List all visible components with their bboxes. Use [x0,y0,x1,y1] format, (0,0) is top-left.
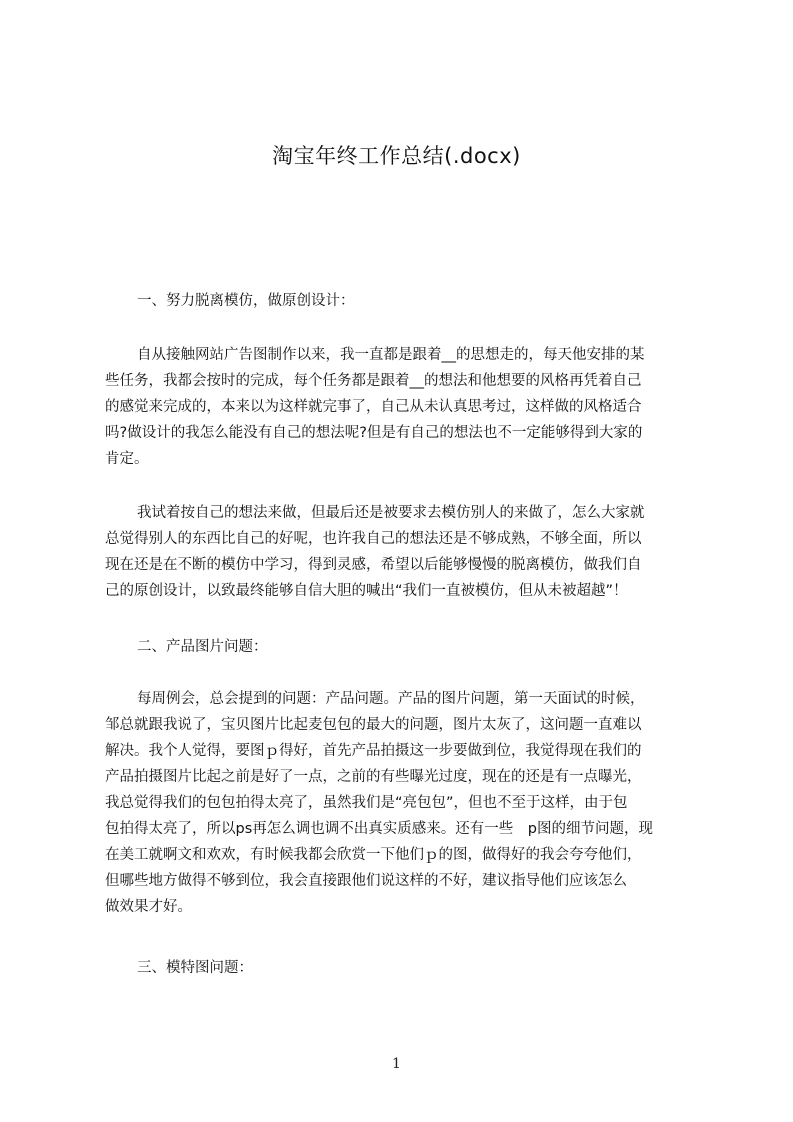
paragraph-line: 在美工就啊文和欢欢，有时候我都会欣赏一下他们ｐ的图，做得好的我会夸夸他们， [105,847,642,863]
section-heading-3: 三、模特图问题： [137,960,253,976]
paragraph-line: 但哪些地方做得不够到位，我会直接跟他们说这样的不好，建议指导他们应该怎么 [105,873,627,889]
page-number: 1 [392,1056,401,1072]
paragraph-line: 做效果才好。 [105,899,192,915]
paragraph-line: 解决。我个人觉得，要图ｐ得好，首先产品拍摄这一步要做到位，我觉得现在我们的 [105,743,642,759]
paragraph-1 [105,342,700,472]
paragraph-line: 些任务，我都会按时的完成，每个任务都是跟着__的想法和他想要的风格再凭着自己 [105,373,642,389]
paragraph-2 [105,500,700,604]
paragraph-line: 包拍得太亮了，所以ps再怎么调也调不出真实质感来。还有一些 p图的细节问题，现 [105,821,653,837]
paragraph-line: 每周例会，总会提到的问题：产品问题。产品的图片问题，第一天面试的时候， [137,691,645,707]
document-title: 淘宝年终工作总结(.docx) [272,144,521,168]
paragraph-line: 自从接触网站广告图制作以来，我一直都是跟着__的思想走的，每天他安排的某 [137,347,645,363]
paragraph-line: 肯定。 [105,451,149,467]
paragraph-3 [105,686,700,920]
paragraph-line: 我试着按自己的想法来做，但最后还是被要求去模仿别人的来做了，怎么大家就 [137,505,645,521]
paragraph-line: 己的原创设计，以致最终能够自信大胆的喊出“我们一直被模仿，但从未被超越”！ [105,583,628,599]
section-heading-1: 一、努力脱离模仿，做原创设计： [137,293,355,309]
paragraph-line: 吗?做设计的我怎么能没有自己的想法呢?但是有自己的想法也不一定能够得到大家的 [105,425,643,441]
paragraph-line: 产品拍摄图片比起之前是好了一点，之前的有些曝光过度，现在的还是有一点曝光， [105,769,642,785]
paragraph-line: 我总觉得我们的包包拍得太亮了，虽然我们是“亮包包”，但也不至于这样，由于包 [105,795,628,811]
paragraph-line: 邹总就跟我说了，宝贝图片比起麦包包的最大的问题，图片太灰了，这问题一直难以 [105,717,642,733]
paragraph-line: 现在还是在不断的模仿中学习，得到灵感，希望以后能够慢慢的脱离模仿，做我们自 [105,557,642,573]
paragraph-line: 总觉得别人的东西比自己的好呢，也许我自己的想法还是不够成熟，不够全面，所以 [105,531,642,547]
section-heading-2: 二、产品图片问题： [137,639,268,655]
paragraph-line: 的感觉来完成的，本来以为这样就完事了，自己从未认真思考过，这样做的风格适合 [105,399,642,415]
